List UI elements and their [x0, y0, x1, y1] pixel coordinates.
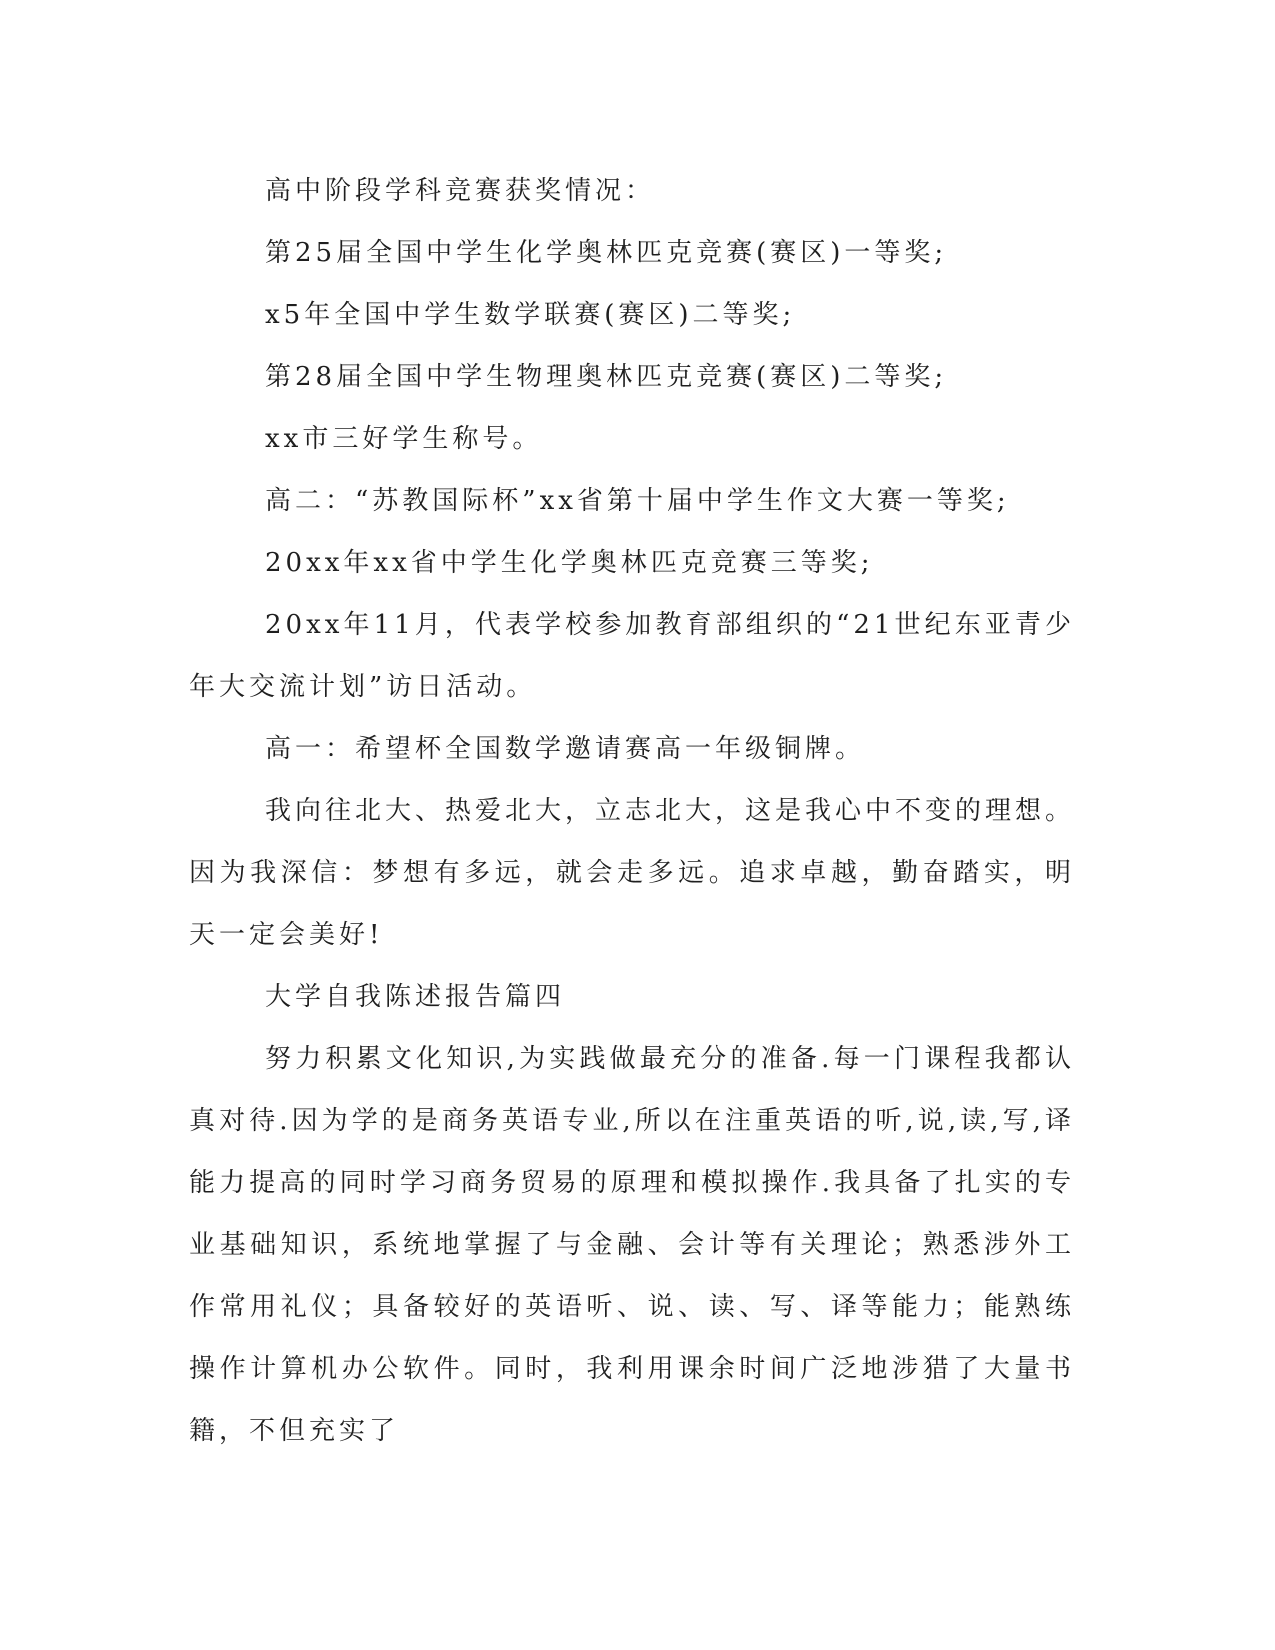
document-body — [189, 160, 1075, 1462]
paragraph-award-chemistry-province: 20xx年xx省中学生化学奥林匹克竞赛三等奖; — [265, 548, 874, 578]
paragraph-ideal: 我向往北大、热爱北大，立志北大，这是我心中不变的理想。因为我深信：梦想有多远，就会走多远。追求卓越，勤奋踏实，明天一定会美好! — [189, 796, 1076, 950]
paragraph-award-physics-28: 第28届全国中学生物理奥林匹克竞赛(赛区)二等奖; — [265, 362, 948, 392]
paragraph-grade-one-math: 高一：希望杯全国数学邀请赛高一年级铜牌。 — [265, 734, 866, 764]
paragraph-award-chemistry-25: 第25届全国中学生化学奥林匹克竞赛(赛区)一等奖; — [265, 238, 948, 268]
section-heading: 大学自我陈述报告篇四 — [265, 982, 566, 1012]
paragraph-japan-exchange: 20xx年11月，代表学校参加教育部组织的“21世纪东亚青少年大交流计划”访日活动。 — [189, 610, 1075, 702]
paragraph-grade-two-essay: 高二：“苏教国际杯”xx省第十届中学生作文大赛一等奖; — [265, 486, 1010, 516]
paragraph-study-summary: 努力积累文化知识,为实践做最充分的准备.每一门课程我都认真对待.因为学的是商务英语专业,所以在注重英语的听,说,读,写,译能力提高的同时学习商务贸易的原理和模拟操作.我具备了扎实的专业基础知识，系统地掌握了与金融、会计等有关理论；熟悉涉外工作常用礼仪；具备较好的英语听、说、读、写、译等能力；能熟练操作计算机办公软件。同时，我利用课余时间广泛地涉猎了大量书籍，不但充实了 — [189, 1044, 1075, 1446]
paragraph-competition-heading: 高中阶段学科竞赛获奖情况： — [265, 176, 656, 206]
paragraph-award-math-league: x5年全国中学生数学联赛(赛区)二等奖; — [265, 300, 796, 330]
paragraph-award-merit-student: xx市三好学生称号。 — [265, 424, 543, 454]
